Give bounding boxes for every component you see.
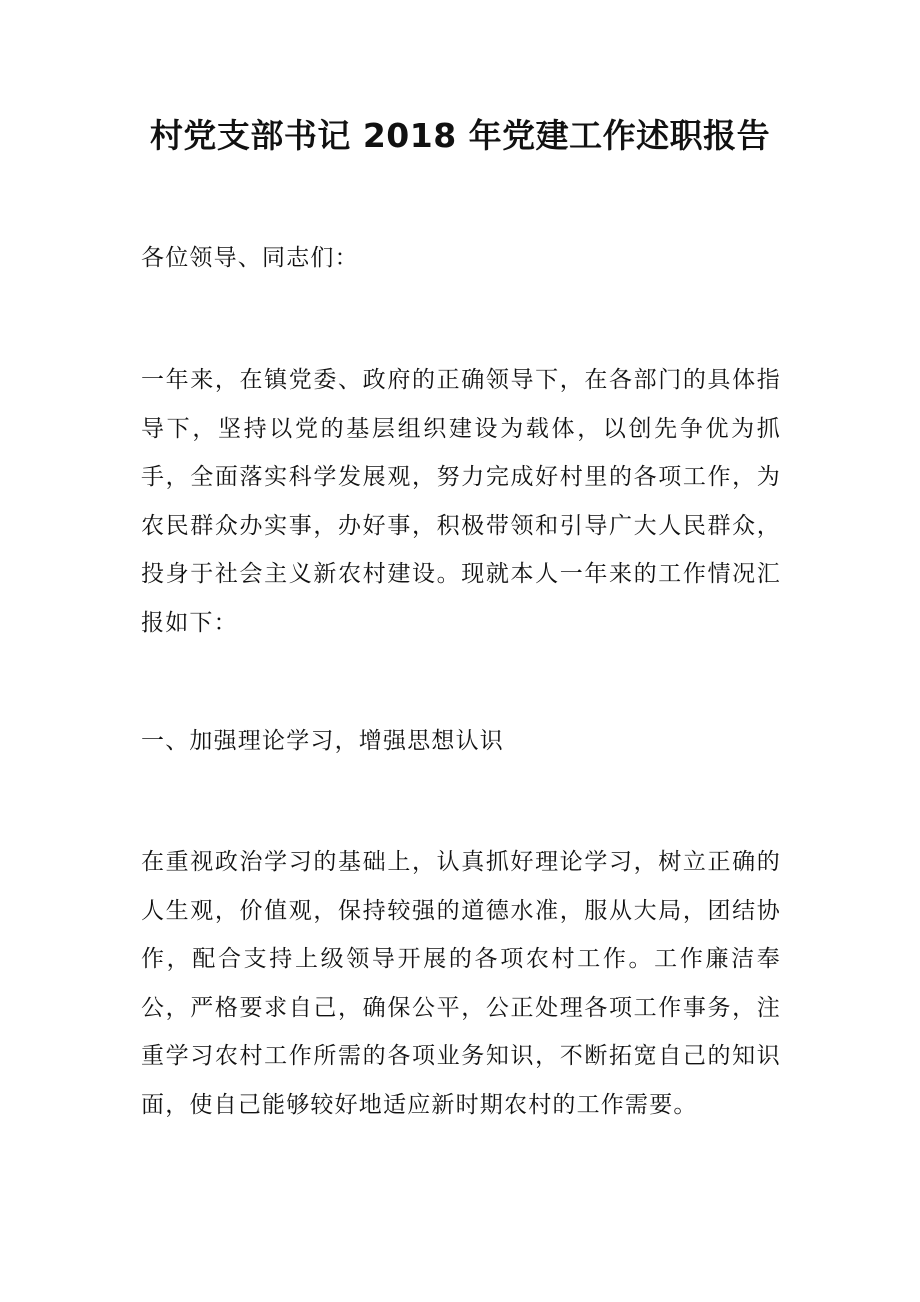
section-heading: 一、加强理论学习，增强思想认识	[141, 728, 504, 754]
section-body: 在重视政治学习的基础上，认真抓好理论学习，树立正确的人生观，价值观，保持较强的道德水准，服从大局，团结协作，配合支持上级领导开展的各项农村工作。工作廉洁奉公，严格要求自己，确保公平，公正处理各项工作事务，注重学习农村工作所需的各项业务知识，不断拓宽自己的知识面，使自己能够较好地适应新时期农村的工作需要。	[141, 849, 781, 1118]
intro-paragraph: 一年来，在镇党委、政府的正确领导下，在各部门的具体指导下，坚持以党的基层组织建设为载体，以创先争优为抓手，全面落实科学发展观，努力完成好村里的各项工作，为农民群众办实事，办好事，积极带领和引导广大人民群众，投身于社会主义新农村建设。现就本人一年来的工作情况汇报如下：	[141, 367, 781, 636]
salutation: 各位领导、同志们：	[141, 245, 359, 271]
document-title: 村党支部书记 2018 年党建工作述职报告	[149, 116, 771, 155]
